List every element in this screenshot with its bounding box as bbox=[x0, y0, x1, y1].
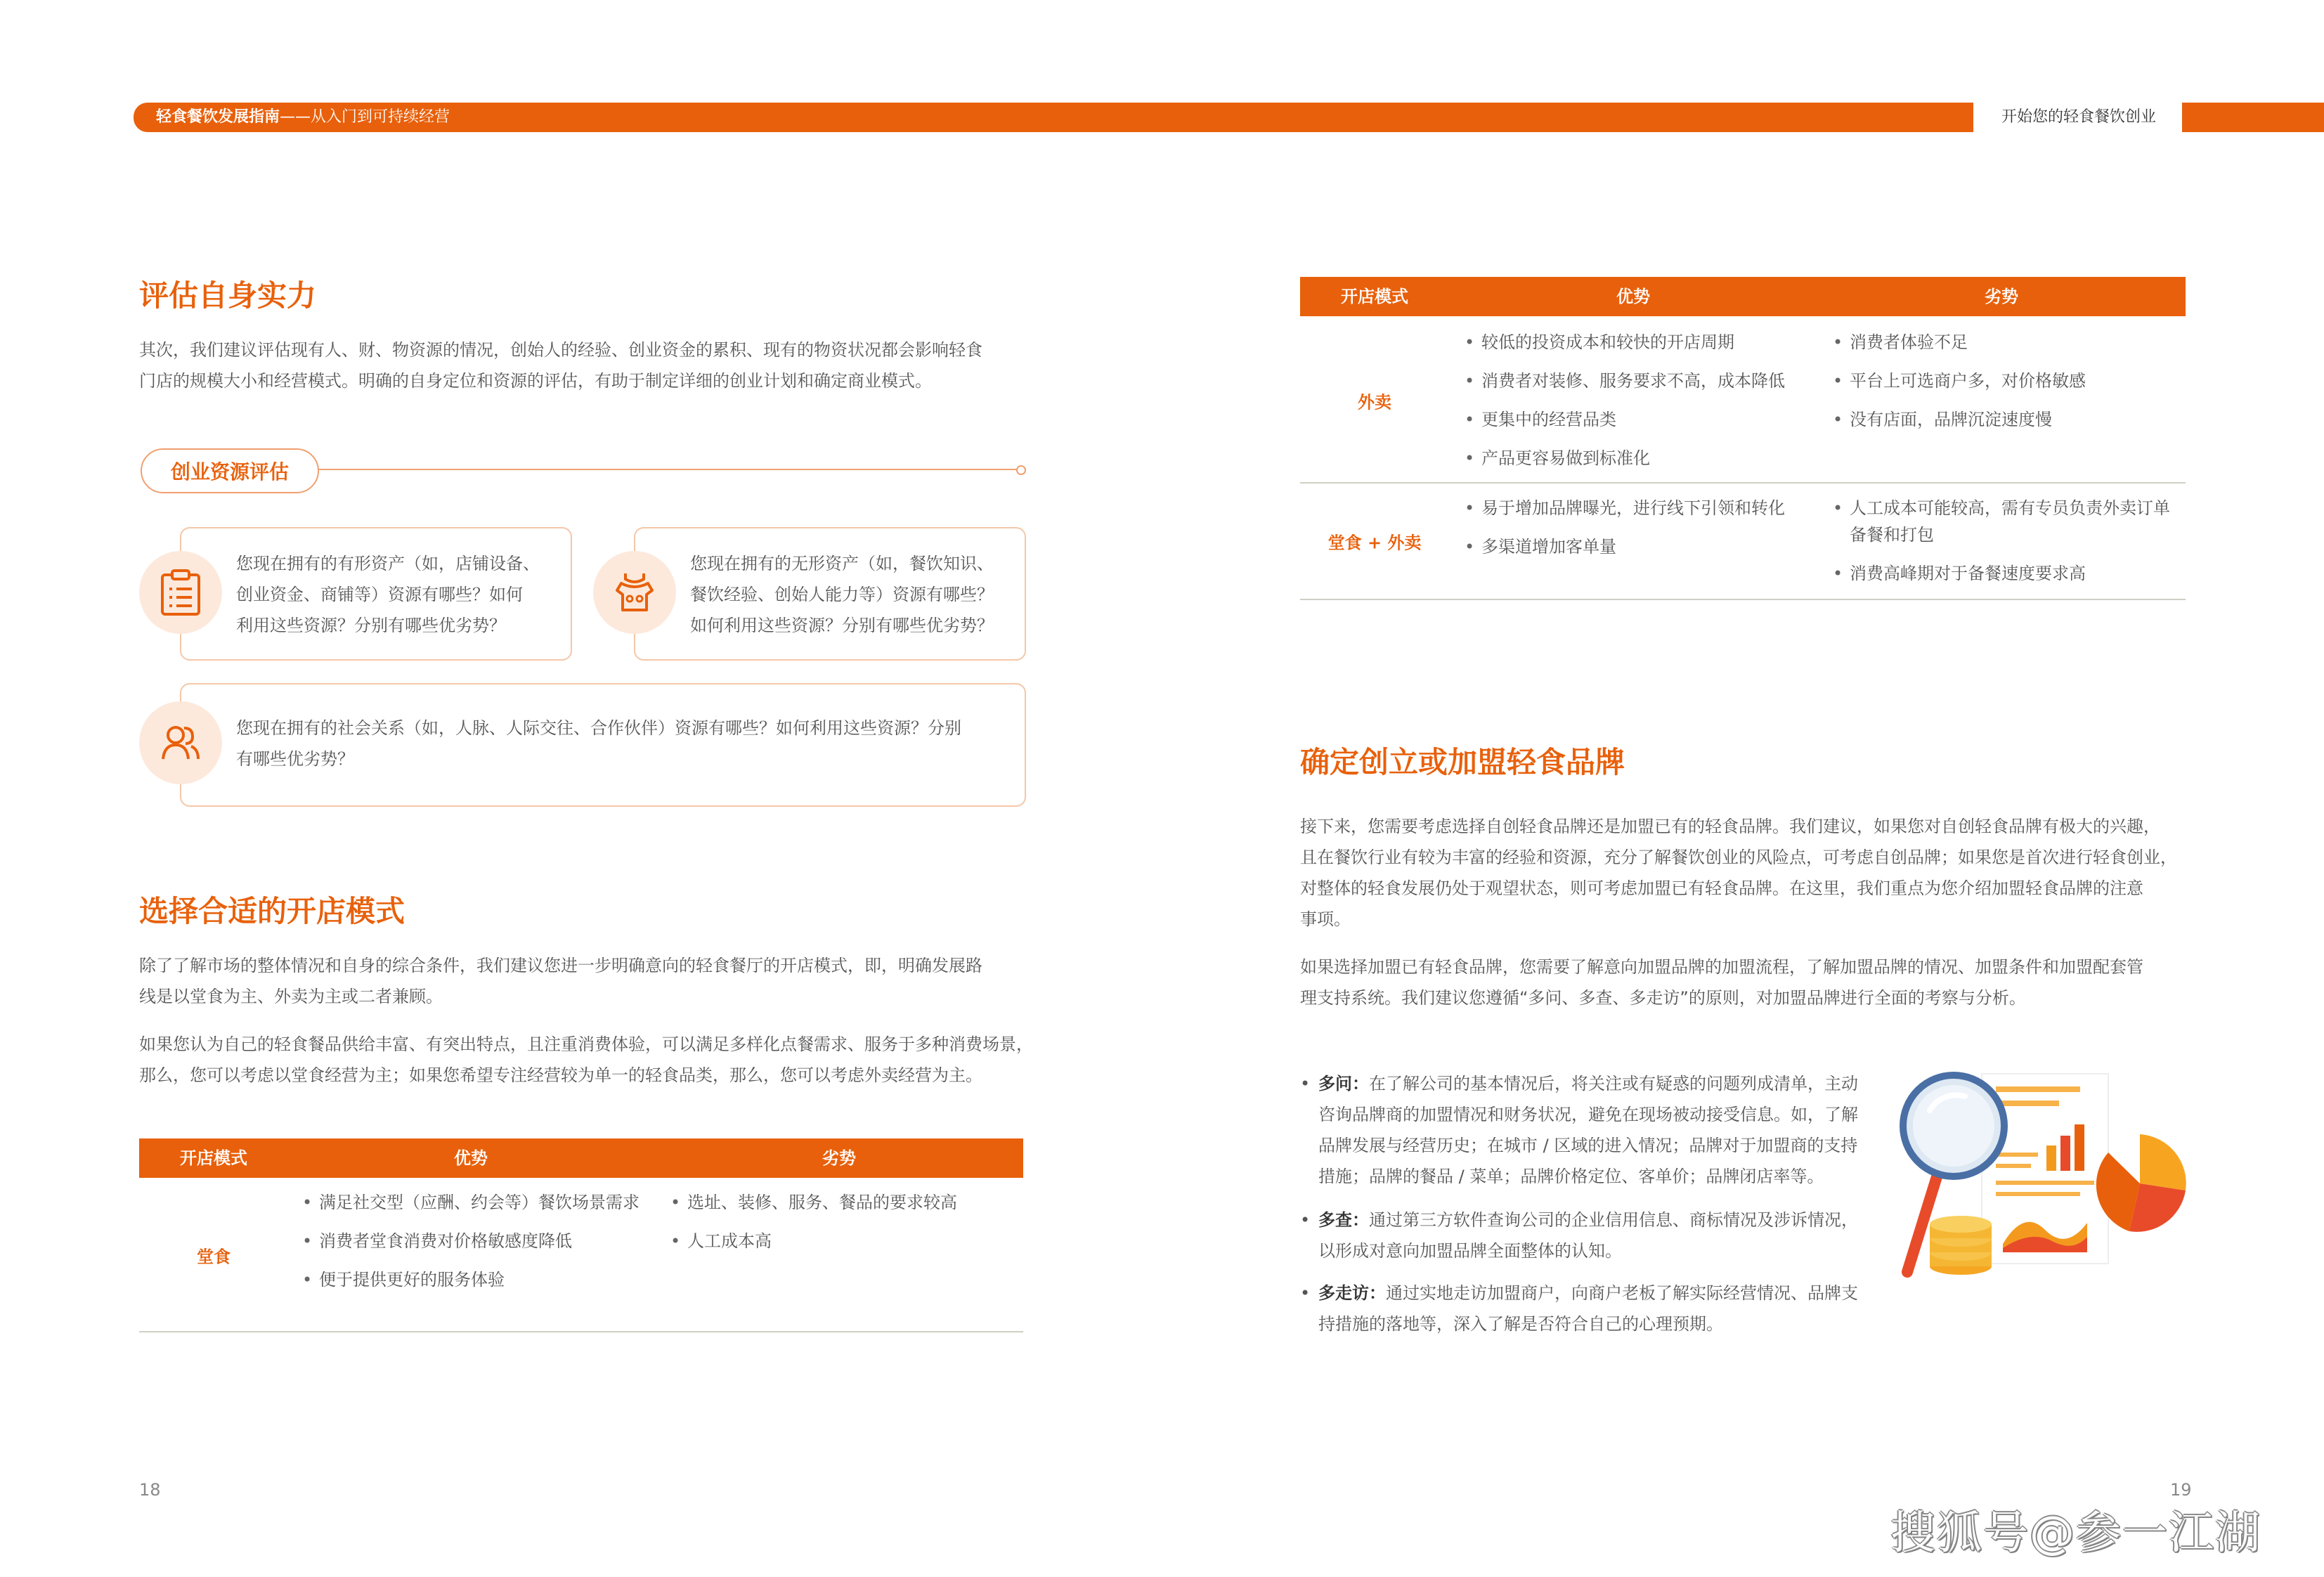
people-icon bbox=[139, 701, 222, 784]
section-heading-assess: 评估自身实力 bbox=[139, 278, 317, 313]
tangible-assets-card bbox=[180, 527, 572, 661]
card-line: 如何利用这些资源？分别有哪些优劣势？ bbox=[690, 616, 994, 635]
pros-list bbox=[1465, 495, 1816, 572]
page-number-left: 18 bbox=[139, 1480, 161, 1500]
list-item: • 消费者体验不足 bbox=[1833, 329, 2184, 356]
list-item: • 产品更容易做到标准化 bbox=[1465, 445, 1816, 472]
row-label-dine-in: 堂食 bbox=[197, 1247, 231, 1267]
mode-paragraph-line: 如果您认为自己的轻食餐品供给丰富、有突出特点，且注重消费体验，可以满足多样化点餐需求、服务于多种消费场景， bbox=[139, 1034, 1033, 1054]
brand-paragraph-line: 事项。 bbox=[1300, 909, 1351, 929]
card-line: 您现在拥有的社会关系（如，人脉、人际交往、合作伙伴）资源有哪些？如何利用这些资源？分别 bbox=[236, 718, 961, 738]
cons-list bbox=[670, 1189, 1022, 1266]
table-header bbox=[1300, 277, 2186, 316]
document-title: 轻食餐饮发展指南——从入门到可持续经营 bbox=[156, 108, 450, 126]
mode-paragraph-line: 线是以堂食为主、外卖为主或二者兼顾。 bbox=[139, 987, 443, 1006]
pros-list bbox=[302, 1189, 647, 1305]
assess-paragraph-line1: 其次，我们建议评估现有人、财、物资源的情况，创始人的经验、创业资金的累积、现有的物资状况都会影响轻食 bbox=[139, 340, 982, 360]
brand-paragraph-line: 理支持系统。我们建议您遵循“多问、多查、多走访”的原则，对加盟品牌进行全面的考察与分析。 bbox=[1300, 988, 2026, 1008]
watermark: 搜狐号@参一江湖 bbox=[1890, 1507, 2261, 1559]
section-heading-mode: 选择合适的开店模式 bbox=[139, 894, 405, 928]
table-row-rule bbox=[1300, 482, 2186, 484]
list-item: • 满足社交型（应酬、约会等）餐饮场景需求 bbox=[302, 1189, 647, 1216]
column-header-mode: 开店模式 bbox=[180, 1148, 247, 1168]
list-item: • 选址、装修、服务、餐品的要求较高 bbox=[670, 1189, 1022, 1216]
column-header-cons: 劣势 bbox=[1985, 287, 2018, 306]
resource-evaluation-pill: 创业资源评估 bbox=[141, 448, 319, 493]
bullet-line: 品牌发展与经营历史；在城市 / 区域的进入情况；品牌对于加盟商的支持 bbox=[1318, 1136, 1858, 1155]
bullet-line: 通过实地走访加盟商户，向商户老板了解实际经营情况、品牌支 bbox=[1386, 1283, 1858, 1303]
column-header-pros: 优势 bbox=[1616, 287, 1650, 306]
brand-paragraph-line: 如果选择加盟已有轻食品牌，您需要了解意向加盟品牌的加盟流程，了解加盟品牌的情况、加盟条件和加盟配套管 bbox=[1300, 957, 2143, 977]
brand-paragraph-line: 且在餐饮行业有较为丰富的经验和资源，充分了解餐饮创业的风险点，可考虑自创品牌；如果您是首次进行轻食创业， bbox=[1300, 848, 2177, 867]
pill-connector-dot bbox=[1016, 465, 1026, 475]
table-bottom-rule bbox=[1300, 599, 2186, 600]
list-item: • 多渠道增加客单量 bbox=[1465, 533, 1816, 560]
card-line: 餐饮经验、创始人能力等）资源有哪些？ bbox=[690, 585, 994, 604]
card-line: 有哪些优劣势？ bbox=[236, 749, 354, 769]
list-item: • 没有店面，品牌沉淀速度慢 bbox=[1833, 406, 2184, 433]
column-header-pros: 优势 bbox=[454, 1148, 488, 1168]
bullet-label: 多查： bbox=[1318, 1210, 1369, 1230]
intangible-assets-card bbox=[634, 527, 1026, 661]
bullet-visit-more bbox=[1300, 1278, 1858, 1339]
bullet-line: 以形成对意向加盟品牌全面整体的认知。 bbox=[1318, 1241, 1622, 1261]
bullet-label: 多问： bbox=[1318, 1074, 1369, 1093]
card-line: 利用这些资源？分别有哪些优劣势？ bbox=[236, 616, 506, 635]
list-item: • 消费者对装修、服务要求不高，成本降低 bbox=[1465, 368, 1816, 394]
bullet-line: 通过第三方软件查询公司的企业信用信息、商标情况及涉诉情况， bbox=[1369, 1210, 1858, 1230]
list-item: • 平台上可选商户多，对价格敏感 bbox=[1833, 368, 2184, 394]
card-line: 创业资金、商铺等）资源有哪些？如何 bbox=[236, 585, 523, 604]
bullet-line: 在了解公司的基本情况后，将关注或有疑惑的问题列成清单，主动 bbox=[1369, 1074, 1858, 1093]
bullet-ask-more bbox=[1300, 1068, 1858, 1192]
card-line: 您现在拥有的有形资产（如，店铺设备、 bbox=[236, 554, 540, 573]
bullet-line: 措施；品牌的餐品 / 菜单；品牌价格定位、客单价；品牌闭店率等。 bbox=[1318, 1167, 1824, 1186]
list-item: • 易于增加品牌曝光，进行线下引领和转化 bbox=[1465, 495, 1816, 521]
chapter-title: 开始您的轻食餐饮创业 bbox=[2001, 108, 2157, 126]
list-item: • 更集中的经营品类 bbox=[1465, 406, 1816, 433]
pros-list bbox=[1465, 329, 1816, 484]
list-item: • 较低的投资成本和较快的开店周期 bbox=[1465, 329, 1816, 356]
brand-paragraph-line: 接下来，您需要考虑选择自创轻食品牌还是加盟已有的轻食品牌。我们建议，如果您对自创轻食品牌有极大的兴趣， bbox=[1300, 817, 2160, 836]
header-bar-right bbox=[2182, 103, 2324, 132]
list-item: • 消费者堂食消费对价格敏感度降低 bbox=[302, 1228, 647, 1254]
bullet-line: 持措施的落地等，深入了解是否符合自己的心理预期。 bbox=[1318, 1314, 1723, 1334]
assess-paragraph-line2: 门店的规模大小和经营模式。明确的自身定位和资源的评估，有助于制定详细的创业计划和确定商业模式。 bbox=[139, 371, 932, 391]
row-label-dine-in-takeout: 堂食 + 外卖 bbox=[1327, 533, 1422, 553]
magnifier-analytics-illustration bbox=[1897, 1068, 2207, 1293]
table-header bbox=[139, 1138, 1023, 1178]
row-label-takeout: 外卖 bbox=[1358, 392, 1391, 413]
table-bottom-rule bbox=[139, 1331, 1023, 1332]
list-item: • 消费高峰期对于备餐速度要求高 bbox=[1833, 560, 2184, 587]
section-heading-brand: 确定创立或加盟轻食品牌 bbox=[1300, 745, 1625, 779]
list-item: • 人工成本可能较高，需有专员负责外卖订单备餐和打包 bbox=[1833, 495, 2184, 548]
card-line: 您现在拥有的无形资产（如，餐饮知识、 bbox=[690, 554, 994, 573]
mode-paragraph-line: 除了了解市场的整体情况和自身的综合条件，我们建议您进一步明确意向的轻食餐厅的开店模式，即，明确发展路 bbox=[139, 956, 982, 975]
chef-apron-icon bbox=[593, 551, 676, 634]
bullet-line: 咨询品牌商的加盟情况和财务状况，避免在现场被动接受信息。如，了解 bbox=[1318, 1105, 1858, 1124]
brand-paragraph-line: 对整体的轻食发展仍处于观望状态，则可考虑加盟已有轻食品牌。在这里，我们重点为您介绍加盟轻食品牌的注意 bbox=[1300, 878, 2143, 898]
pill-connector-line bbox=[318, 469, 1020, 470]
list-item: • 人工成本高 bbox=[670, 1228, 1022, 1254]
cons-list bbox=[1833, 329, 2184, 445]
social-relations-card bbox=[180, 683, 1026, 807]
bullet-label: 多走访： bbox=[1318, 1283, 1386, 1303]
list-item: • 便于提供更好的服务体验 bbox=[302, 1266, 647, 1293]
page-number-right: 19 bbox=[2170, 1480, 2192, 1500]
column-header-mode: 开店模式 bbox=[1341, 287, 1408, 306]
cons-list bbox=[1833, 495, 2184, 599]
column-header-cons: 劣势 bbox=[822, 1148, 856, 1168]
bullet-check-more bbox=[1300, 1205, 1858, 1266]
clipboard-icon bbox=[139, 551, 222, 634]
mode-paragraph-line: 那么，您可以考虑以堂食经营为主；如果您希望专注经营较为单一的轻食品类，那么，您可以考虑外卖经营为主。 bbox=[139, 1065, 982, 1085]
